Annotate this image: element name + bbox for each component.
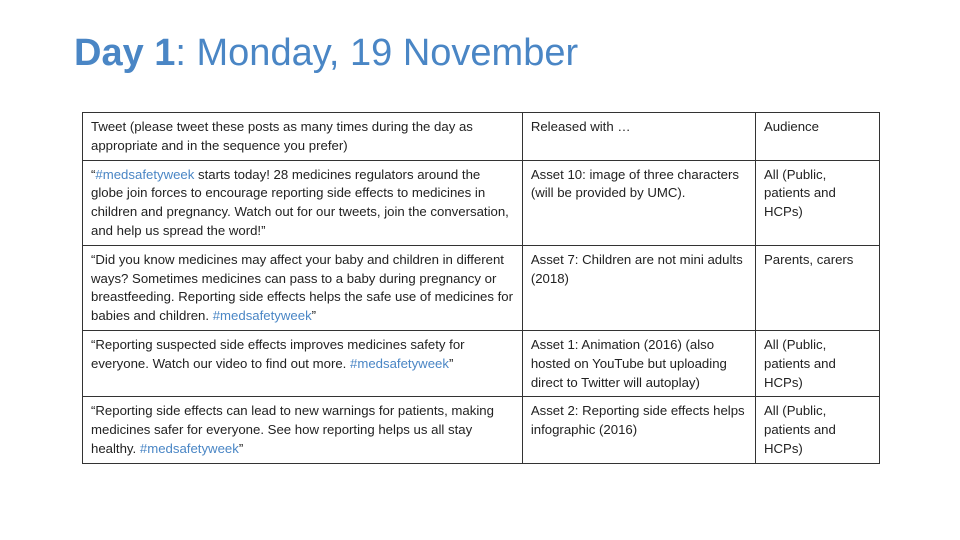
table-row <box>83 160 880 245</box>
tweet-text: “Did you know medicines may affect your baby and children in different ways? Sometimes medicines can pass to a baby during pregnancy or breastfeeding. Reporting side effects helps the safe use of medicines for babies and children. <box>91 251 514 324</box>
tweet-cell <box>83 330 523 396</box>
header-released-with: Released with … <box>522 113 755 161</box>
released-cell: Asset 7: Children are not mini adults (2018) <box>522 245 755 330</box>
tweet-cell <box>83 245 523 330</box>
header-tweet: Tweet (please tweet these posts as many times during the day as appropriate and in the sequence you prefer) <box>83 113 523 161</box>
table-row <box>83 330 880 396</box>
tweet-cell <box>83 397 523 463</box>
released-cell: Asset 1: Animation (2016) (also hosted on YouTube but uploading direct to Twitter will autoplay) <box>522 330 755 396</box>
audience-cell: All (Public, patients and HCPs) <box>755 160 879 245</box>
tweet-schedule-table <box>82 112 880 464</box>
released-cell: Asset 2: Reporting side effects helps infographic (2016) <box>522 397 755 463</box>
hashtag: #medsafetyweek <box>139 440 239 456</box>
audience-cell: Parents, carers <box>755 245 879 330</box>
tweet-text: “ <box>91 166 96 182</box>
tweet-text: starts today! 28 medicines regulators around the globe join forces to encourage reporting side effects to medicines in children and pregnancy. Watch out for our tweets, join the conversation, and help us spread the word!” <box>91 166 509 238</box>
audience-cell: All (Public, patients and HCPs) <box>755 397 879 463</box>
page-title <box>74 30 578 76</box>
tweet-text: ” <box>311 308 317 324</box>
tweet-text: ” <box>238 440 244 456</box>
title-day: Day 1 <box>74 32 176 74</box>
table-row <box>83 397 880 463</box>
tweet-text: “Reporting suspected side effects improves medicines safety for everyone. Watch our video to find out more. <box>91 336 465 371</box>
hashtag: #medsafetyweek <box>350 355 449 371</box>
tweet-text: “Reporting side effects can lead to new warnings for patients, making medicines safer for everyone. See how reporting helps us all stay healthy. <box>91 403 494 456</box>
audience-cell: All (Public, patients and HCPs) <box>755 330 879 396</box>
released-cell: Asset 10: image of three characters (will be provided by UMC). <box>522 160 755 245</box>
title-date: : Monday, 19 November <box>175 32 579 74</box>
header-audience: Audience <box>755 113 879 161</box>
table-header-row <box>83 113 880 161</box>
hashtag: #medsafetyweek <box>95 166 195 182</box>
hashtag: #medsafetyweek <box>212 308 312 324</box>
table-row <box>83 245 880 330</box>
tweet-text: ” <box>448 355 454 371</box>
tweet-cell <box>83 160 523 245</box>
